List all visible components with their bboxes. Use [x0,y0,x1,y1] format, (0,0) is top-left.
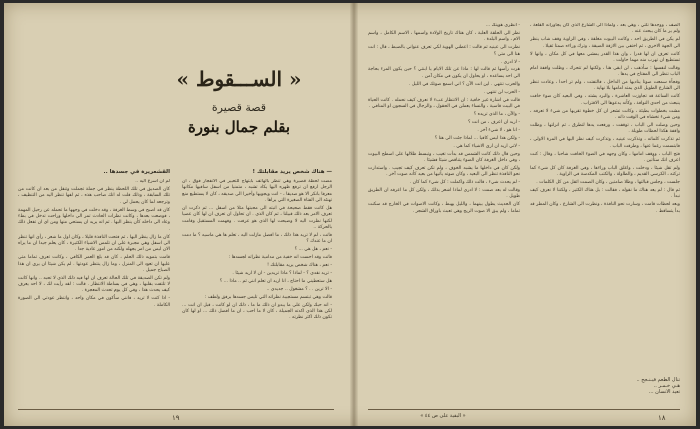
text-paragraph: نظر الى الحلقة العلبة ، كان هناك تاريخ الولادة واسمها ، الاسم الكامل ، واسم الام ، واسم البلدة . [368,30,520,43]
text-paragraph: - الحرب لن تنتهي . [483,89,520,95]
text-paragraph: مشت بخطوات بطيئة ، وكانت تشعر ان كل خطوة تقربها من شيء لا تعرفه ، ومن شيء تخشاه في الوقت ذاته . [530,108,680,121]
text-paragraph: - اريد ان اعرف ، من انت ؟ [468,119,520,125]
text-paragraph: ثم تذكرت كلماته ، وتذكرت عينيه ، وتذكرت كيف نظر اليها في المرة الاولى ، فابتسمت رغما عنها ، وطرقت الباب . [530,137,680,149]
text-paragraph: وبعد لحظات قامت ، وسارت نحو النافذة ، ونظرت الى الشارع ، وكان المطر قد بدأ يتساقط . [530,202,680,214]
text-paragraph: كان الحديث يطول بينهما ، والليل يهبط ، وكانت الاصوات في الخارج قد سكنت تماما ، ولم يبق الا صوت الريح وهي تعبث باوراق الشجر . [368,202,520,214]
text-paragraph: هزت رأسها ثم قالت لها : ماذا عن تلك الايام يا ابنتي ؟ حين يكون المرء بحاجة الى احد يساعده ، او يحاول ان يكون في مكان آمن . [368,67,520,79]
text-paragraph: - نعم ، هناك شخص يريد مقابلتك ! [267,263,332,269]
left-col-left-heading: القشعريرة في جسدها .. [103,169,170,175]
text-paragraph: هل كانت فقط صحيحة في انبته الى محبتها مثلا من اسفل ... ثم ذكرت ان تعرف الامر بعد ذلك قبيلنا ، ثم كان الذي . ان تحاول ان تعرف ان لها كان عصيا لكنها نظرت اليه لا وضيحت لها الذي هو عرفت . وفهمت المستقبل وقامت بالحركة .. [182,205,332,230]
continuation-caption: « البقية على ص ٤٤ » [420,413,466,419]
text-paragraph: - تريد نقدي ؟ - لماذا ؟ ماذا تريدين - ان لا اريد شيئا . [232,271,332,277]
text-paragraph: نظرت الى عينيه ثم قالت : اعطني الهوية لكي تعرف عنواني بالضبط ، قال : انت هنا الى متى ؟ [368,45,520,57]
text-paragraph: مضت لحظة قصيرة وهي تنظر بالهاتف بابتهاج للتعبير في الانفجار فوق ، ان الرجل ارفع ان ترفع ظهره اليها يكاد تشبه ، متمنيا من اسفل سافيها مكانها معرفا بانكر الا هو صديقا ، - انت ويجوبها وأخيرا الى صديقه ، كان لا يستطيع منع تهنئه الى الفتاة الصغيرة التي يراها . [182,179,332,204]
text-paragraph: وقالت له بعد صمت : لا ادري لماذا اشعر بذلك ، ولكن كل ما اعرفه ان الطريق طويل . [368,188,520,200]
text-paragraph: كان الصديق في تلك اللحظة ينظر في جملة تجملت وتنقل من بعد ان كانت من تلك السابقة ، وذلك قلت له انك صاحب هذه ، ثم لفها تنظر اليه من التنظيف ، وترجعه لما كان يحمل لي . [18,186,170,205]
page-number-left: ١٩ [172,414,180,422]
left-col-right-heading: — هناك شخص يريد مقابلتك ! [252,169,332,175]
text-paragraph: - اذا كنت لا تريد ، فانني سأكون في مكان واحد ، وانتظر عودتي الى الصورة الكاملة . [18,296,170,308]
left-page-left-column [18,179,170,405]
text-paragraph: - لاني اريد ان ارى الاشياء كما هي . [453,143,520,149]
text-paragraph: فاتت ، لم لا تريد هذا ذلك ، ما افضل مازلت اليه ، تعلم ها هي ماسيه ؟ ما دمت ان ما عندك ؟ [182,232,332,245]
text-paragraph: وحين وصلت الى الباب ، توقفت ، ورفعت يدها لتطرق ، ثم انزلتها ، وظلت واقفة هكذا لحظات طويلة . [530,122,680,135]
center-gutter [350,3,358,426]
left-page-right-column [182,179,332,405]
text-paragraph: لم ان اسرع اليه .. [135,179,170,184]
story-title: « الســـقوط » [176,67,302,91]
text-paragraph: قامت بتمويه ذلك الحلم ، كان قد بلغ العمر الكافي ، وكانت تعرف تماما متى عليها ان تعود الى المنزل ، وما زال ينتظر عودتها . لم يكن شيئا ان يرى ان هذا الصباح جميل . [18,255,170,273]
text-paragraph: جلست ، وجلس قبالتها ، وظلا صامتين ، وكان الصمت اثقل من كل الكلمات . [536,180,680,186]
text-paragraph: ولم تكن الصديقة في تلك الحالة تعرف ان لها فيه ذلك الذي لا تحبه .. وانها كانت لا تلتفت بقلبها ، وهي في بساطة الانتظار . قالت : لقد رأيت لك ، لا احد يعرف كيف يحدث هذا ، وفي كل يوم تحدث المعجزة . [18,275,170,294]
story-continuation-lines: تنال الطعم فيـنـجح .. هـي خـمـر .. تعيد الانسان ... [636,377,680,395]
text-paragraph: - ولكن هذا ليس كافيا ... لماذا جئت الى هنا ؟ [434,135,520,141]
text-paragraph: الصف ، ووجدها تلتي ، وهي بعد ، ولماذا الى الشارع الذي كان يجاورانه القلعة ، ولم ير ما كان يبحث عنه . [530,23,680,35]
text-paragraph: وفجأة سمعت صوتا يناديها من الداخل ، فالتفتت ، ولم تر احدا ، وعادت تنظر الى الشارع الطويل الذي يمتد امامها بلا نهاية . [530,80,680,92]
text-paragraph: - والآن ، ما الذي تريده ؟ [473,111,520,117]
text-paragraph: كان قد اصبح في وسط الغرفة ، وقد دخلت في وجهها ما تحمله عن رحيل المهمة ، فوضعت بعدها ، وكانت نظرات الحادث تمر الى داخلها وراحت تدخل في بطء وعاد الى داخله كأن ينظر اليها . ثم انه يريد ان يستحي منها ومن اي ان تفعل ذلك . [18,207,170,232]
right-page [358,3,696,426]
magazine-spread [4,3,696,426]
page-number-right: ١٨ [658,414,666,422]
text-paragraph: ولم تقل شيئا ، ودخلت ، واغلق الباب وراءها ، وفي الغرفة كان كل شيء كما تركته ، الكرسي القديم ، والطاولة ، والكتب المكدسة في الزاوية . [530,165,680,178]
left-page [4,3,350,426]
text-paragraph: هل ستعطيني ما احتاج ، انا اريد ان تعلم انني ثم .. ماذا ... ؟ [219,278,332,284]
text-paragraph: فاتت وقد احست انه خفية من مدامية نظراته لجسدها : [228,255,332,261]
text-paragraph: والحرب تنتهي . اين انت الآن ؟ اني اسمع صوتك في الليل . [408,81,520,87]
footer-rule-right [368,409,680,410]
text-paragraph: كان ما زال ينظر اليها ، ثم فتحت النافذة قليلا ، وكان اول ما شعر ، رأى انها تنظر الى اسفل وهي مجبرة على ان تلمس الاشياء الكثيرة ، كان يعلم جيدا ان ما يراه الان ليس من امر يجهله ولكنه من امور عادية جدا . [18,234,170,253]
text-paragraph: - لا ادري . [500,59,520,65]
right-page-right-column [530,23,680,373]
text-paragraph: كانت الساعة قد تجاوزت العاشرة ، والبرد يشتد ، وفي البعيد كان ضوء خافت ينبعث من احدى النوافذ ، وكأنه يدعوها الى الاقتراب . [530,94,680,106]
text-paragraph: - انه حبك ولكن على ما يبدو ان ذلك ما ما ، ذلك ان لو كانت ، قبل ان انت ... لكن هذا الذي اكدته الجميلة ، كان لا ما احب ، ان ما افضل ذلك ... او لها كان تكون ذلك اكثر نظرته . [182,302,332,321]
text-paragraph: - نعم ، هل هي ... ؟ [294,247,332,253]
text-paragraph: قالت وهي تبتسم مستجيبة نظراته التي تليس جسدها برفق ولطف : [204,294,332,300]
text-paragraph: لم يكن في الطريق احد ، وكانت البيوت مغلقة ، وفي الزاوية وقف شاب ينظر الى الجهة الاخرى ، ثم اختفى بين الازقة الضيقة ، وترك وراءه صمتا ثقيلا . [530,37,680,49]
text-paragraph: ثم قال : لم يعد هناك ما نقوله ، فقالت : بل هناك الكثير ، ولكننا لا نعرف كيف نبدأ . [530,188,680,200]
text-paragraph: فتح الباب ، ووقف امامها ، وكان وجهه في الضوء الخافت شاحبا ، وقال : كنت اعرف انك ستأتين . [530,151,680,163]
text-paragraph: - لم يحدث شيء ، قالت ذلك واكملت : كل شيء كما كان . [409,180,520,186]
text-paragraph: - انا هو ، لا شيء آخر . [477,127,520,133]
text-paragraph: كانت تعرف ان لها قدرا ، وان هذا القدر يمشي معها في كل مكان ، وانها لا تستطيع ان تهرب منه مهما حاولت . [530,51,680,63]
story-subtitle: قصة قصيرة [211,101,267,114]
text-paragraph: وقالت لنفسها : سأذهب ، لن ابقى هنا ، ولكنها لم تتحرك ، وظلت واقفة امام الباب تنظر الى المفتاح في يدها . [530,65,680,78]
text-paragraph: ولكن كان في داخلها ما يشبه الخوف ، ولم تكن تعرف كيف تجيب . واستدارت نحو النافذة تنظر الى البعيد ، وكان صوته يأتيها من بعيد كأنه صوت آخر . [368,165,520,178]
text-paragraph: - انظري هويتك ... [485,23,520,28]
text-paragraph: قالت في اشارة غير خافية : ان الانتظار عبء لا نعرف كيف نحمله . كانت الحياة في البيت قاسية ، والنساء يعملن في الحقول ، والرجال في السجون او المنافي . [368,97,520,109]
right-page-left-column [368,23,520,407]
text-paragraph: وحين قال ذلك كانت الشمس قد بدأت تغيب ، وتبسط ظلالها على اسطح البيوت ، وفي داخل الغرفة كان الضوء يتناقص شيئا فشيئا . [368,151,520,163]
footer-rule [18,409,334,410]
text-paragraph: - الا ترين . . ؟ مشغول .. جديدي .. [266,286,332,292]
story-author: بقلم جمال بنورة [187,118,291,136]
